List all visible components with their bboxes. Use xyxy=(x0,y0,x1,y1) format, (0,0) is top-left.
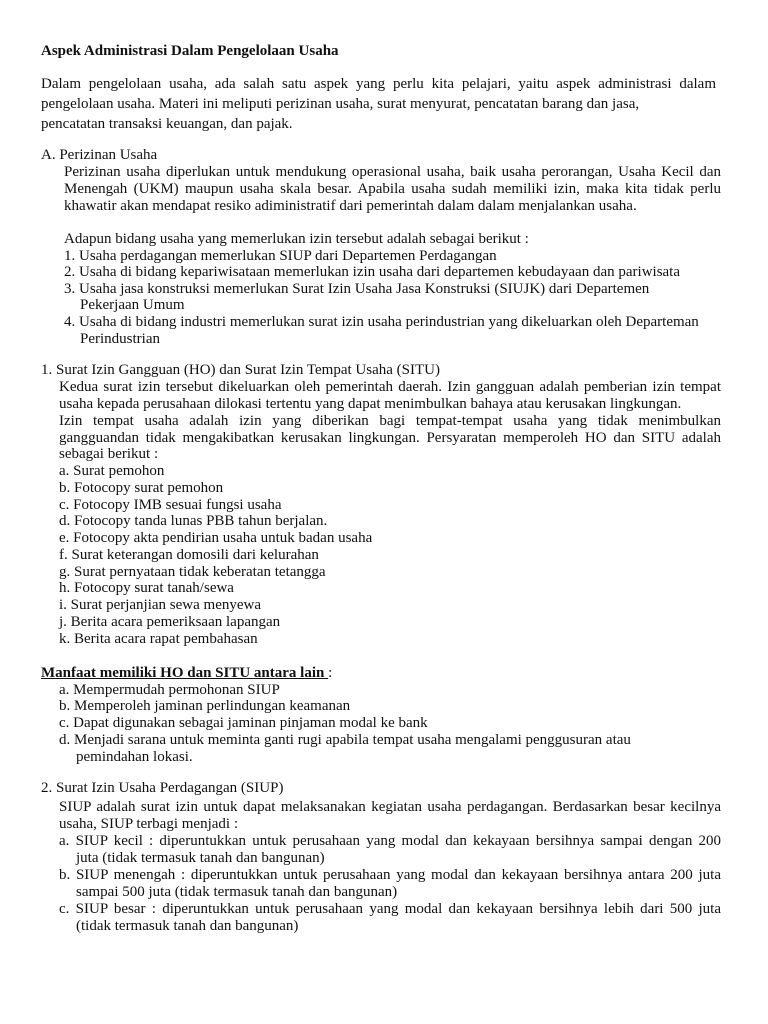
siup-item-continuation: sampai 500 juta (tidak termasuk tanah dan bangunan) xyxy=(76,884,398,900)
list-item: 3. Usaha jasa konstruksi memerlukan Surat Izin Usaha Jasa Konstruksi (SIUJK) dari Departemen xyxy=(64,281,650,297)
benefits-heading xyxy=(41,665,332,682)
paragraph-line: Perizinan usaha diperlukan untuk mendukung operasional usaha, baik usaha perorangan, Usaha Kecil dan xyxy=(64,164,721,180)
siup-item: b. SIUP menengah : diperuntukkan untuk perusahaan yang modal dan kekayaan bersihnya antara 200 juta xyxy=(59,867,721,883)
requirement-item: i. Surat perjanjian sewa menyewa xyxy=(59,597,262,613)
benefits-heading-colon: : xyxy=(328,665,333,681)
siup-item: a. SIUP kecil : diperuntukkan untuk perusahaan yang modal dan kekayaan bersihnya sampai dengan 200 xyxy=(59,833,721,849)
requirement-item: d. Fotocopy tanda lunas PBB tahun berjalan. xyxy=(59,513,328,529)
paragraph-line: Menengah (UKM) maupun usaha skala besar. Apabila usaha sudah memiliki izin, maka kita tidak perlu xyxy=(64,181,721,197)
benefit-item-continuation: pemindahan lokasi. xyxy=(76,749,193,765)
benefit-item: b. Memperoleh jaminan perlindungan keamanan xyxy=(59,698,351,714)
paragraph-line: usaha, SIUP terbagi menjadi : xyxy=(59,816,238,832)
section-heading: 1. Surat Izin Gangguan (HO) dan Surat Izin Tempat Usaha (SITU) xyxy=(41,362,440,378)
section-heading: 2. Surat Izin Usaha Perdagangan (SIUP) xyxy=(41,780,284,796)
paragraph-line: sebagai berikut : xyxy=(59,446,159,462)
list-intro: Adapun bidang usaha yang memerlukan izin tersebut adalah sebagai berikut : xyxy=(64,231,529,247)
siup-item-continuation: (tidak termasuk tanah dan bangunan) xyxy=(76,918,299,934)
paragraph-line: khawatir akan mendapat resiko adiministratif dari pemerintah dalam dalam menjalankan usaha. xyxy=(64,198,637,214)
paragraph-line: usaha kepada perusahaan dilokasi tertentu yang dapat menimbulkan bahaya atau kerusakan lingkungan. xyxy=(59,396,682,412)
benefits-heading-text: Manfaat memiliki HO dan SITU antara lain xyxy=(41,665,329,681)
requirement-item: e. Fotocopy akta pendirian usaha untuk badan usaha xyxy=(59,530,373,546)
siup-item-continuation: juta (tidak termasuk tanah dan bangunan) xyxy=(76,850,325,866)
benefit-item: a. Mempermudah permohonan SIUP xyxy=(59,682,280,698)
intro-line: pengelolaan usaha. Materi ini meliputi perizinan usaha, surat menyurat, pencatatan barang dan jasa, xyxy=(41,96,640,112)
list-item-continuation: Pekerjaan Umum xyxy=(80,297,185,313)
benefit-item: c. Dapat digunakan sebagai jaminan pinjaman modal ke bank xyxy=(59,715,428,731)
paragraph-line: Izin tempat usaha adalah izin yang diberikan bagi tempat-tempat usaha yang tidak menimbulkan xyxy=(59,413,721,429)
requirement-item: j. Berita acara pemeriksaan lapangan xyxy=(59,614,281,630)
intro-line: Dalam pengelolaan usaha, ada salah satu aspek yang perlu kita pelajari, yaitu aspek administrasi dalam xyxy=(41,76,716,92)
siup-item: c. SIUP besar : diperuntukkan untuk perusahaan yang modal dan kekayaan bersihnya lebih dari 500 juta xyxy=(59,901,721,917)
benefit-item: d. Menjadi sarana untuk meminta ganti rugi apabila tempat usaha mengalami penggusuran atau xyxy=(59,732,631,748)
requirement-item: f. Surat keterangan domosili dari kelurahan xyxy=(59,547,319,563)
requirement-item: c. Fotocopy IMB sesuai fungsi usaha xyxy=(59,497,282,513)
intro-line: pencatatan transaksi keuangan, dan pajak. xyxy=(41,116,293,132)
paragraph-line: SIUP adalah surat izin untuk dapat melaksanakan kegiatan usaha perdagangan. Berdasarkan besar kecilnya xyxy=(59,799,721,815)
section-heading: A. Perizinan Usaha xyxy=(41,147,158,163)
requirement-item: h. Fotocopy surat tanah/sewa xyxy=(59,580,234,596)
paragraph-line: Kedua surat izin tersebut dikeluarkan oleh pemerintah daerah. Izin gangguan adalah pemberian izin tempat xyxy=(59,379,721,395)
requirement-item: b. Fotocopy surat pemohon xyxy=(59,480,224,496)
list-item: 1. Usaha perdagangan memerlukan SIUP dari Departemen Perdagangan xyxy=(64,248,497,264)
requirement-item: k. Berita acara rapat pembahasan xyxy=(59,631,258,647)
paragraph-line: gangguandan tidak mengakibatkan kerusakan lingkungan. Persyaratan memperoleh HO dan SITU adalah xyxy=(59,430,721,446)
list-item: 2. Usaha di bidang kepariwisataan memerlukan izin usaha dari departemen kebudayaan dan pariwisata xyxy=(64,264,681,280)
document-title: Aspek Administrasi Dalam Pengelolaan Usaha xyxy=(41,43,339,59)
requirement-item: a. Surat pemohon xyxy=(59,463,165,479)
list-item: 4. Usaha di bidang industri memerlukan surat izin usaha perindustrian yang dikeluarkan oleh Departeman xyxy=(64,314,699,330)
requirement-item: g. Surat pernyataan tidak keberatan tetangga xyxy=(59,564,326,580)
list-item-continuation: Perindustrian xyxy=(80,331,160,347)
